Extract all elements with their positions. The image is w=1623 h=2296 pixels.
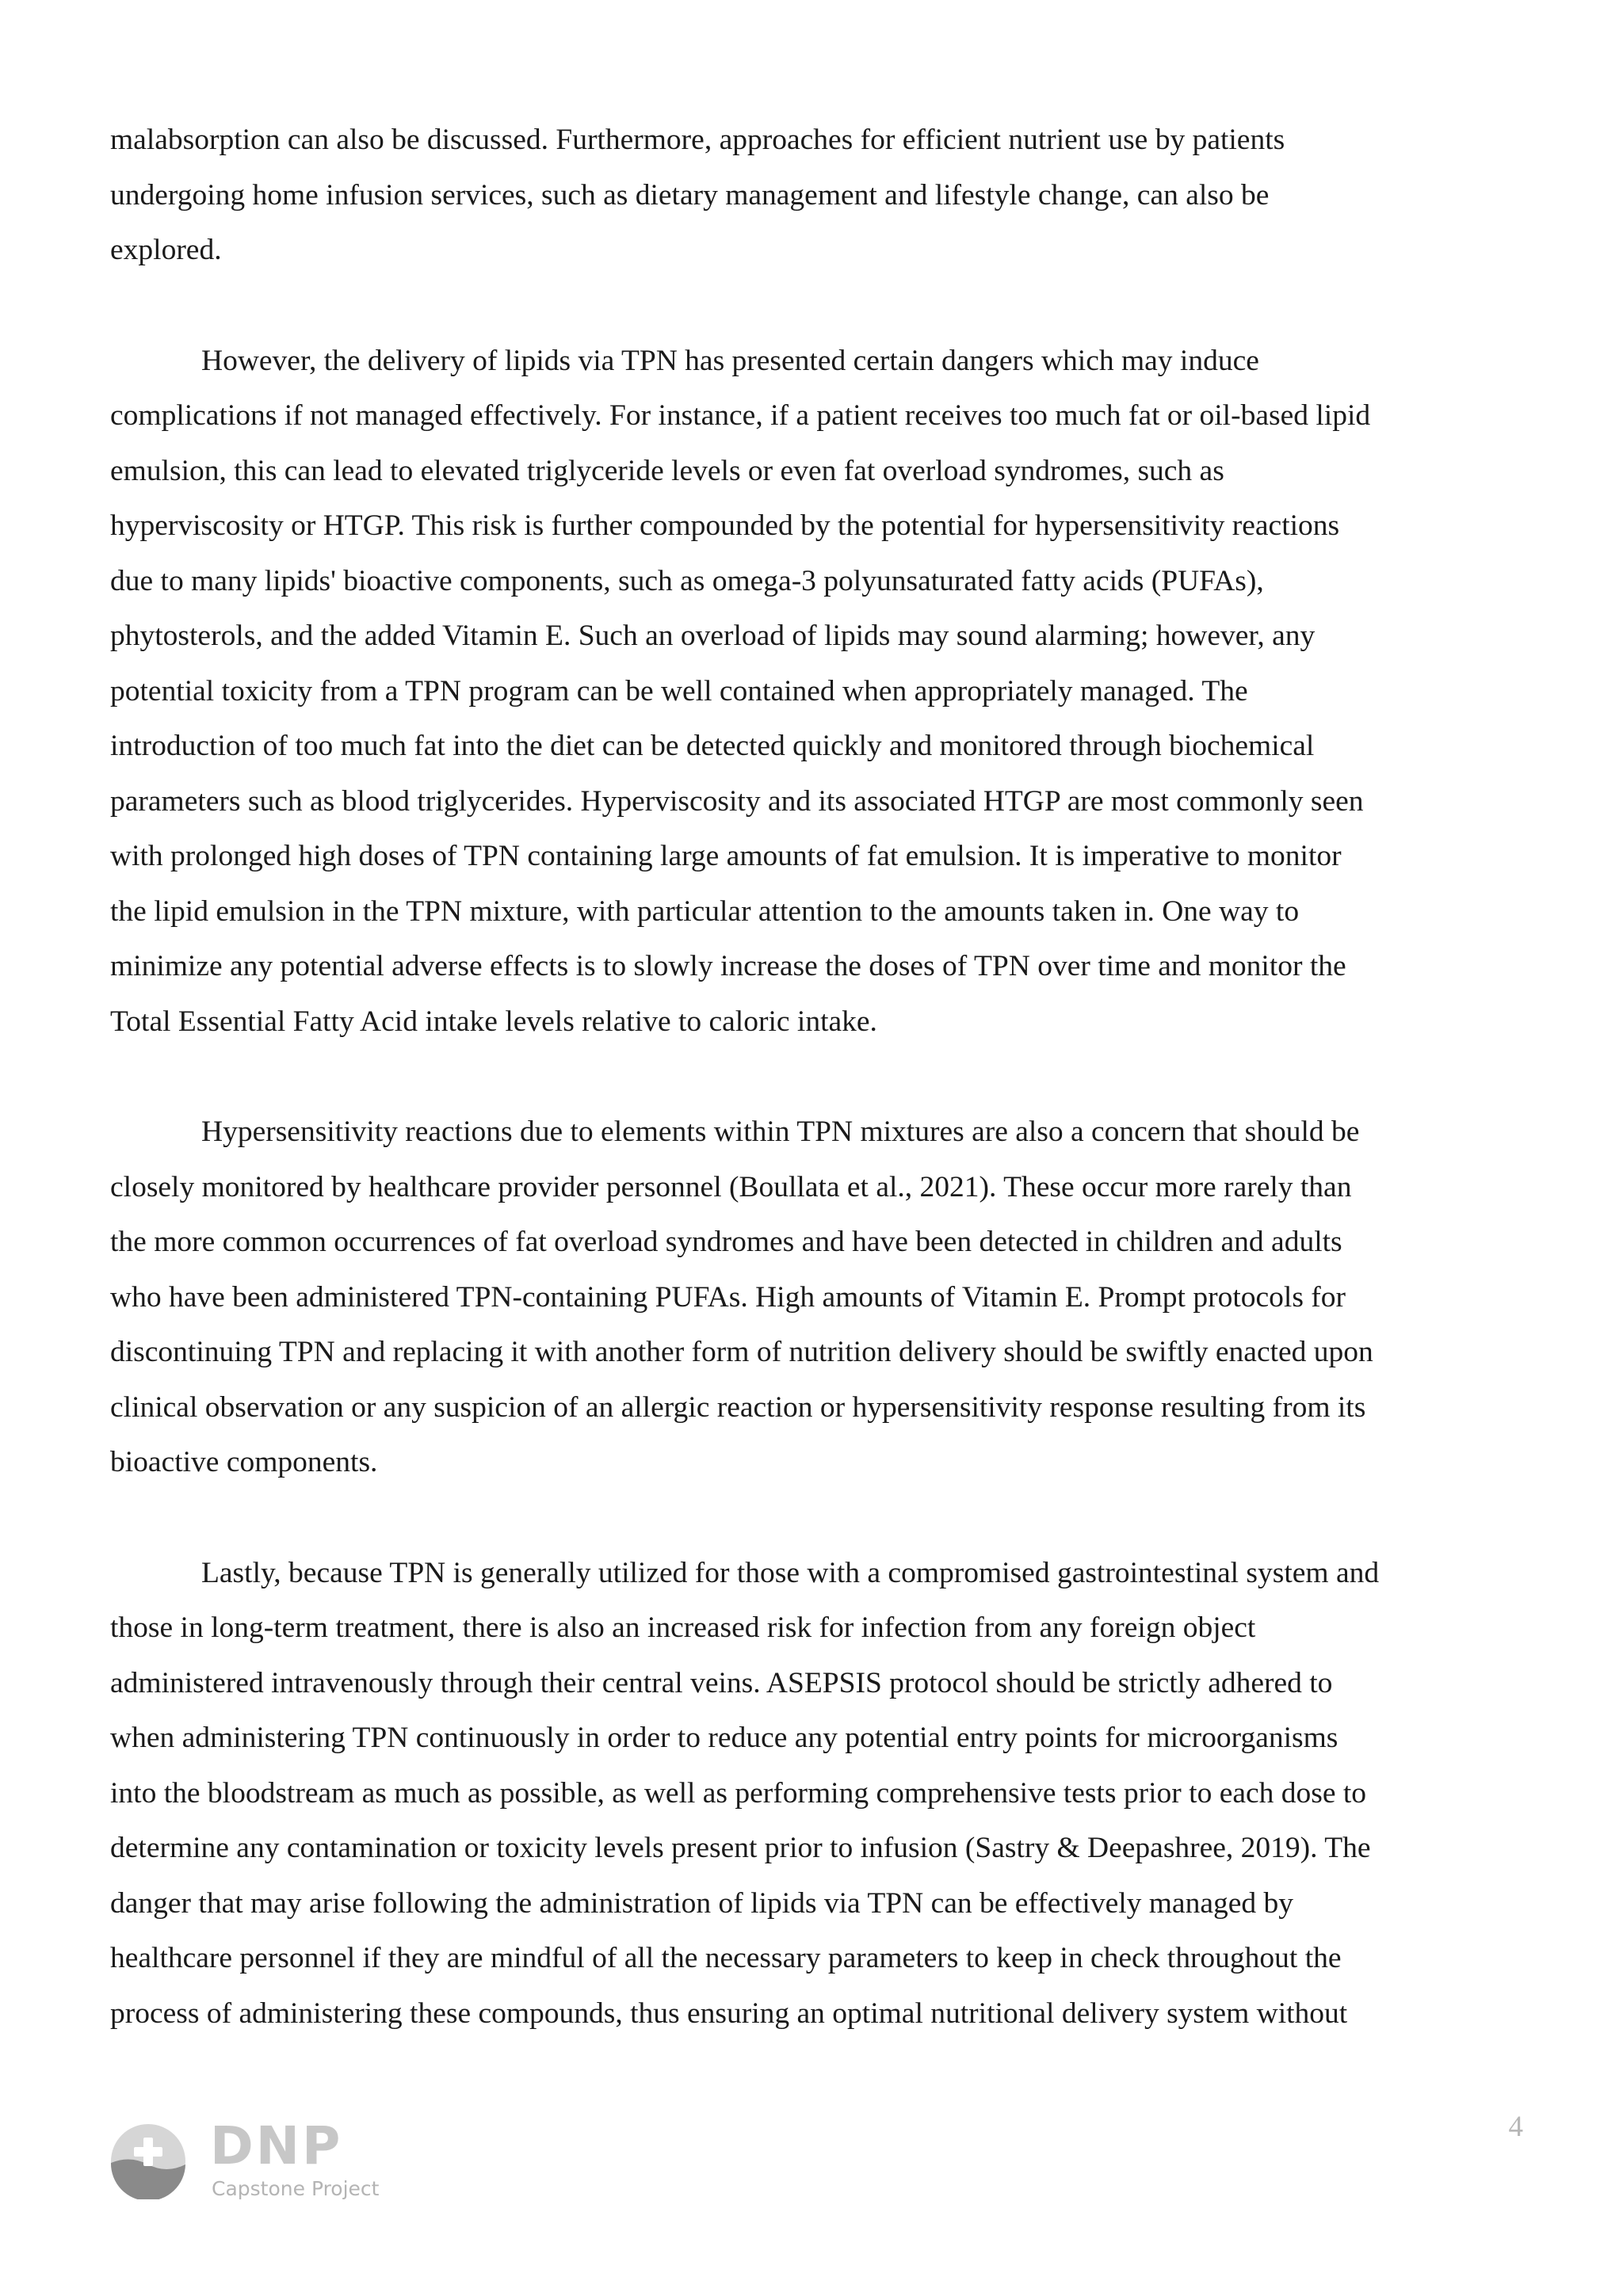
paragraph	[110, 113, 1521, 278]
text-line: potential toxicity from a TPN program can be well contained when appropriately managed. The	[110, 674, 1248, 707]
text-line: due to many lipids' bioactive components, such as omega-3 polyunsaturated fatty acids (PUFAs),	[110, 564, 1264, 597]
text-line: undergoing home infusion services, such as dietary management and lifestyle change, can also be	[110, 178, 1270, 212]
text-line: introduction of too much fat into the diet can be detected quickly and monitored through biochemical	[110, 730, 1315, 762]
text-line: into the bloodstream as much as possible, as well as performing comprehensive tests prior to each dose to	[110, 1776, 1367, 1810]
plus-drop-icon	[110, 2123, 186, 2199]
text-line: emulsion, this can lead to elevated triglyceride levels or even fat overload syndromes, such as	[110, 454, 1224, 487]
text-line: Total Essential Fatty Acid intake levels relative to caloric intake.	[110, 1005, 877, 1038]
text-line: hyperviscosity or HTGP. This risk is further compounded by the potential for hypersensitivity reactions	[110, 509, 1340, 542]
text-line: explored.	[110, 234, 222, 266]
text-line: the more common occurrences of fat overload syndromes and have been detected in children and adults	[110, 1226, 1342, 1258]
text-line: the lipid emulsion in the TPN mixture, with particular attention to the amounts taken in. One way to	[110, 894, 1300, 928]
text-line: healthcare personnel if they are mindful of all the necessary parameters to keep in check throughout the	[110, 1942, 1342, 1974]
body-text	[110, 113, 1521, 2096]
text-line: malabsorption can also be discussed. Furthermore, approaches for efficient nutrient use by patients	[110, 124, 1285, 156]
text-line: Lastly, because TPN is generally utilized for those with a compromised gastrointestinal system and	[201, 1556, 1380, 1589]
logo-wordmark: DNP	[210, 2115, 343, 2176]
text-line: discontinuing TPN and replacing it with another form of nutrition delivery should be swiftly enacted upon	[110, 1336, 1373, 1368]
text-line: with prolonged high doses of TPN containing large amounts of fat emulsion. It is imperative to monitor	[110, 840, 1342, 872]
paragraph	[110, 1104, 1521, 1490]
text-line: closely monitored by healthcare provider personnel (Boullata et al., 2021). These occur more rarely than	[110, 1170, 1352, 1203]
paragraph	[110, 1546, 1521, 2042]
text-line: when administering TPN continuously in order to reduce any potential entry points for microorganisms	[110, 1722, 1338, 1754]
text-line: those in long-term treatment, there is also an increased risk for infection from any foreign object	[110, 1611, 1256, 1644]
text-line: complications if not managed effectively. For instance, if a patient receives too much fat or oil-based lipid	[110, 399, 1371, 432]
text-line: parameters such as blood triglycerides. Hyperviscosity and its associated HTGP are most commonly seen	[110, 784, 1364, 818]
text-line: However, the delivery of lipids via TPN has presented certain dangers which may induce	[201, 344, 1259, 377]
text-line: who have been administered TPN-containing PUFAs. High amounts of Vitamin E. Prompt protocols for	[110, 1280, 1346, 1314]
page-number: 4	[1508, 2111, 1523, 2143]
logo-subtitle: Capstone Project	[212, 2177, 380, 2200]
dnp-logo	[110, 2115, 427, 2203]
paragraph	[110, 334, 1521, 1050]
text-line: determine any contamination or toxicity levels present prior to infusion (Sastry & Deepashree, 2019). The	[110, 1832, 1371, 1864]
text-line: bioactive components.	[110, 1446, 378, 1478]
text-line: clinical observation or any suspicion of an allergic reaction or hypersensitivity response resulting from its	[110, 1390, 1366, 1424]
text-line: phytosterols, and the added Vitamin E. Such an overload of lipids may sound alarming; however, any	[110, 620, 1316, 652]
text-line: danger that may arise following the administration of lipids via TPN can be effectively managed by	[110, 1886, 1293, 1920]
text-line: Hypersensitivity reactions due to elements within TPN mixtures are also a concern that should be	[201, 1116, 1360, 1148]
text-line: process of administering these compounds, thus ensuring an optimal nutritional delivery system without	[110, 1997, 1348, 2030]
text-line: minimize any potential adverse effects is to slowly increase the doses of TPN over time and monitor the	[110, 950, 1346, 982]
text-line: administered intravenously through their central veins. ASEPSIS protocol should be strictly adhered to	[110, 1666, 1333, 1699]
